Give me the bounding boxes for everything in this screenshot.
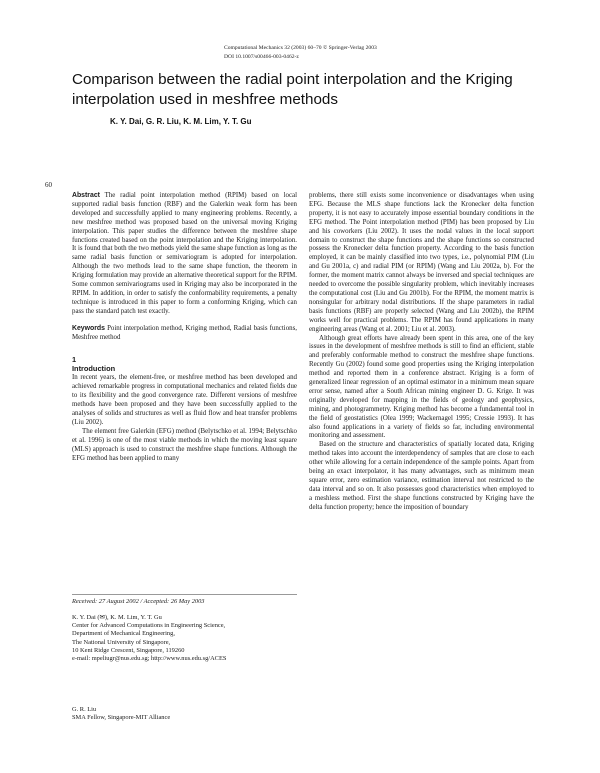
affiliation-1-line: Department of Mechanical Engineering, [72, 630, 175, 638]
body-paragraph-3: Based on the structure and characteristics of spatially located data, Kriging method takes into account the interdependency of samples that are close to each other while allowing for a certain independence of the sample points. Apart from being an exact interpolator, it has many advantages, such as minimum mean square error, zero estimation variance, estimation interval not restricted to the data interval and so on. It also possesses good characteristics when employed to a meshless method. First the shape functions constructed by Kriging have the delta function property; hence the imposition of boundary [309, 441, 534, 511]
author-list: K. Y. Dai, G. R. Liu, K. M. Lim, Y. T. Gu [110, 117, 252, 126]
keywords-label: Keywords [72, 324, 105, 332]
keywords [72, 325, 297, 343]
abstract-text: The radial point interpolation method (RPIM) based on local supported radial basis function (RBF) and the Galerkin weak form has been developed and successfully applied to many engineering problems. Recently, a new meshfree method was proposed based on the universal moving Kriging interpolation. This paper studies the difference between the meshfree shape functions created based on the point interpolation and the Kriging interpolation. It is found that both the two methods yield the same shape function as long as the same radial basis function or semivariogram is adopted for interpolation. Although the two methods lead to the same shape function, the theorem in Kriging formulation may provide an alternative theoretical support for the RPIM. Some common semivariograms used in Kriging may also be incorporated in the RPIM. In addition, in order to satisfy the conformability requirements, a penalty technique is introduced in this paper to form a conforming Kriging, which can pass the standard patch test exactly. [72, 192, 297, 315]
body-paragraph-1: problems, there still exists some inconvenience or disadvantages when using EFG. Because the MLS shape functions lack the Kronecker delta function property, it is not easy to accurately impose essential boundary conditions in the EFG method. The Point interpolation method (PIM) has been proposed by Liu and his coworkers (Liu 2002). It uses the nodal values in the local support domain to construct the shape functions and the shape functions so constructed possess the Kronecker delta function property. According to the basis function employed, it can be mainly classified into two types, i.e., polynomial PIM (Liu and Gu 2001a, c) and radial PIM (or RPIM) (Wang and Liu 2002a, b). For the former, the moment matrix cannot always be inversed and special techniques are needed to overcome the possible singularity problem, which inevitably increases the computational cost (Liu and Gu 2001b). For the RPIM, the moment matrix is nonsingular for arbitrary nodal distributions. If the shape parameters in radial basis functions (RBF) are properly selected (Wang and Liu 2002b), the RPIM works well for practical problems. The RPIM has found applications in many engineering areas (Wang et al. 2001; Liu et al. 2003). [309, 192, 534, 333]
section-number: 1 [72, 354, 77, 364]
affiliation-2-names: G. R. Liu [72, 706, 97, 713]
body-paragraph-2: Although great efforts have already been spent in this area, one of the key issues in the development of meshfree methods is still to find an efficient, stable and preferably conformable method to construct the meshfree shape functions. Recently Gu (2002) found some good properties using the Kriging interpolation method and reported them in a conference abstract. Kriging is a form of generalized linear regression of an optimal estimator in a minimum mean square error sense, named after a South African mining engineer D. G. Krige. It was originally developed for mapping in the fields of geology and geophysics, mining, and photogrammetry. Kriging method has become a fundamental tool in the field of geostatistics (Olea 1999; Wackernagel 1995; Cressie 1993). It has also found applications in a variety of fields so far, including environmental monitoring and assessment. [309, 334, 534, 440]
keywords-text: Point interpolation method, Kriging method, Radial basis functions, Meshfree method [72, 324, 297, 341]
affiliation-1-line: Center for Advanced Computations in Engineering Science, [72, 622, 226, 630]
abstract-label: Abstract [72, 192, 100, 199]
abstract [72, 192, 297, 317]
page-number: 60 [45, 181, 52, 189]
journal-citation: Computational Mechanics 32 (2003) 60–70 © Springer-Verlag 2003 [224, 45, 377, 51]
affiliation-1-names: K. Y. Dai (✉), K. M. Lim, Y. T. Gu [72, 614, 162, 621]
affiliation-2 [72, 706, 307, 722]
received-dates: Received: 27 August 2002 / Accepted: 26 May 2003 [72, 598, 205, 605]
doi-line: DOI 10.1007/s00466-003-0462-z [224, 54, 299, 60]
intro-paragraph-1: In recent years, the element-free, or meshfree method has been developed and achieved remarkable progress in computational mechanics and related fields due to its flexibility and the good convergence rate. Different versions of meshfree methods have been proposed and they have been successfully applied to the analyses of solids and structures as well as fluid flow and heat transfer problems (Liu 2002). [72, 374, 297, 426]
affiliation-1-line: 10 Kent Ridge Crescent, Singapore, 119260 [72, 646, 185, 654]
paper-title: Comparison between the radial point interpolation and the Kriging interpolation used in meshfree methods [72, 71, 513, 108]
affiliation-2-line: SMA Fellow, Singapore-MIT Alliance [72, 714, 171, 722]
affiliation-1 [72, 614, 307, 663]
section-title: Introduction [72, 364, 116, 374]
affiliation-1-line: The National University of Singapore, [72, 638, 171, 646]
right-column [309, 192, 534, 513]
intro-paragraph-2: The element free Galerkin (EFG) method (Belytschko et al. 1994; Belytschko et al. 1996) is one of the most viable methods in which the moving least square (MLS) approach is used to construct the meshfree shape functions. Although the EFG method has been applied to many [72, 427, 297, 462]
left-column [72, 192, 297, 463]
journal-header [224, 44, 504, 62]
footnote-divider [72, 594, 297, 595]
contact-email: e-mail: mpeliugr@nus.edu.sg; http://www.nus.edu.sg/ACES [72, 655, 227, 663]
